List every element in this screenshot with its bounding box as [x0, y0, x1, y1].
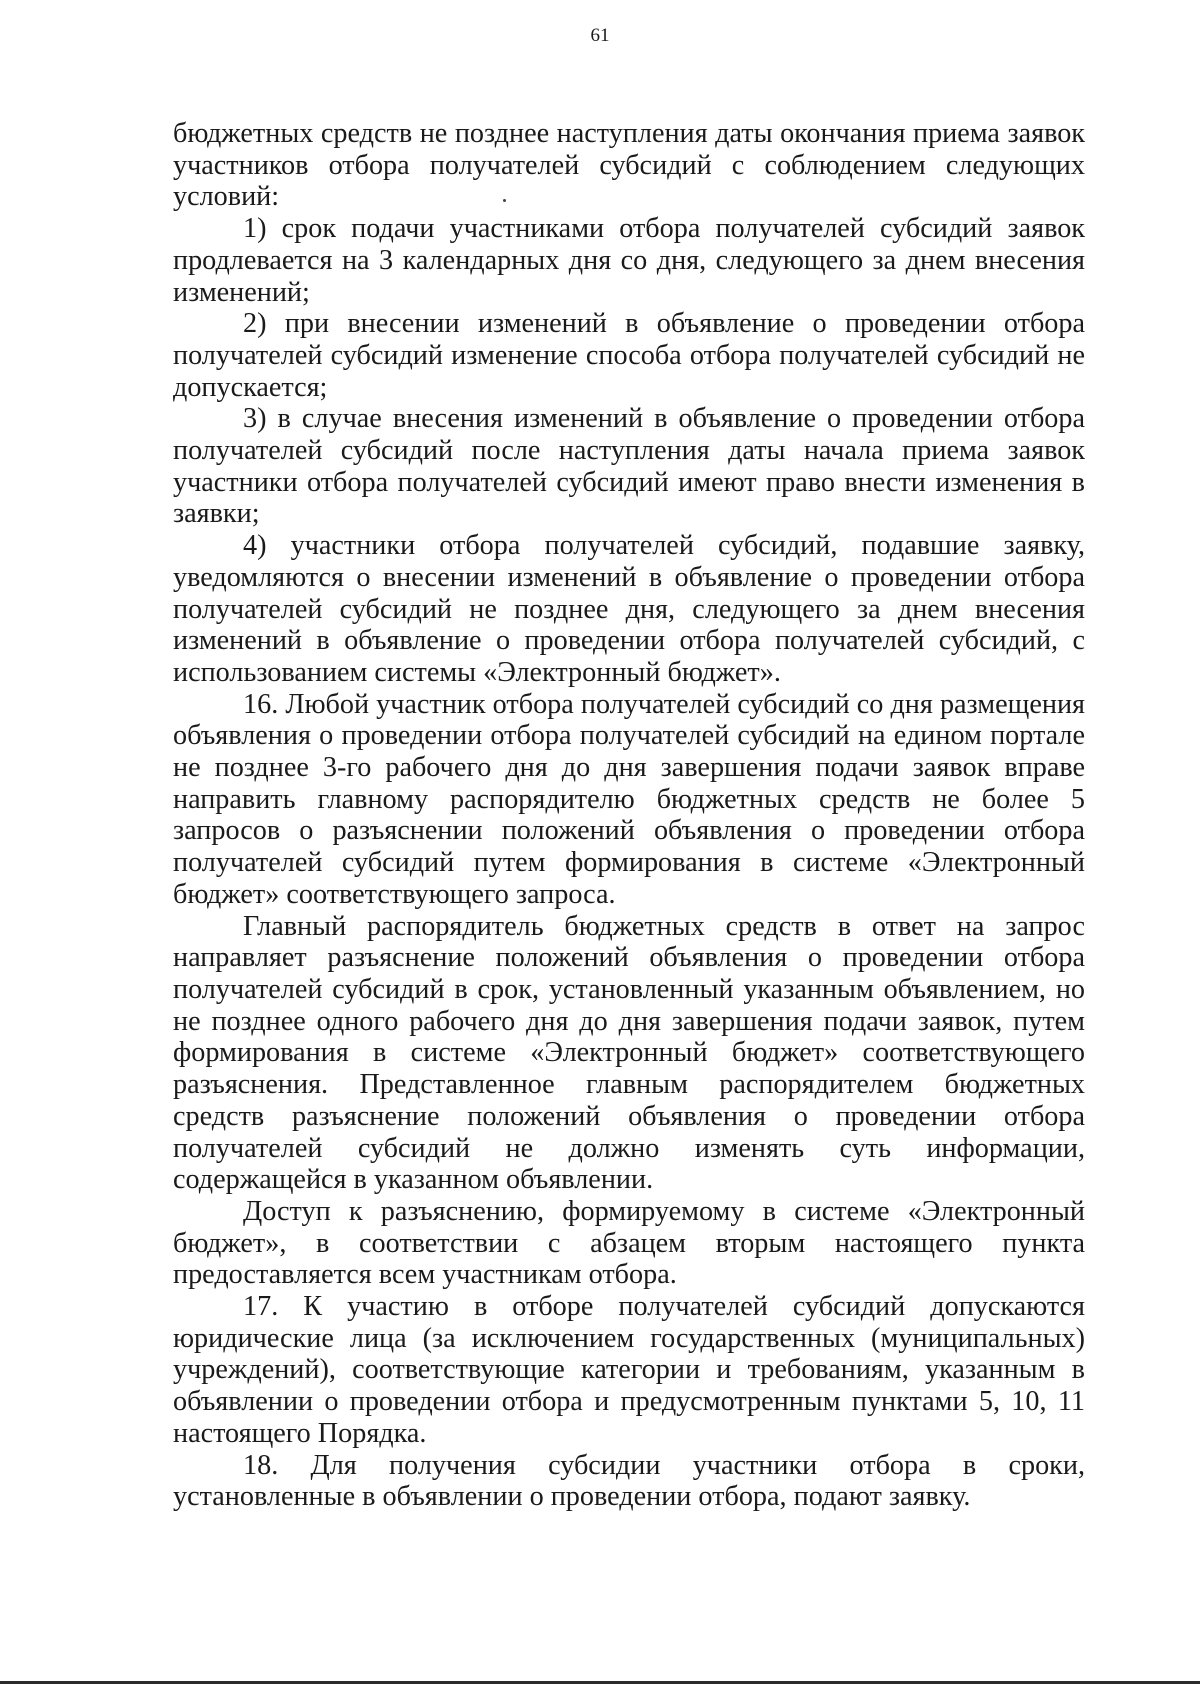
- paragraph-condition-3: 3) в случае внесения изменений в объявление о проведении отбора получателей субсидий после наступления даты начала приема заявок участники отбора получателей субсидий имеют право внести изменения в заявки;: [173, 403, 1085, 530]
- paragraph-clause-18: 18. Для получения субсидии участники отбора в сроки, установленные в объявлении о проведении отбора, подают заявку.: [173, 1449, 1085, 1513]
- paragraph-clause-16: 16. Любой участник отбора получателей субсидий со дня размещения объявления о проведении отбора получателей субсидий на едином портале не позднее 3-го рабочего дня до дня завершения подачи заявок вправе направить главному распорядителю бюджетных средств не более 5 запросов о разъяснении положений объявления о проведении отбора получателей субсидий путем формирования в системе «Электронный бюджет» соответствующего запроса.: [173, 688, 1085, 910]
- scan-bottom-edge: [0, 1681, 1200, 1684]
- paragraph-condition-4: 4) участники отбора получателей субсидий, подавшие заявку, уведомляются о внесении изменений в объявление о проведении отбора получателей субсидий не позднее дня, следующего за днем внесения изменений в объявление о проведении отбора получателей субсидий, с использованием системы «Электронный бюджет».: [173, 530, 1085, 688]
- paragraph-condition-2: 2) при внесении изменений в объявление о проведении отбора получателей субсидий изменение способа отбора получателей субсидий не допускается;: [173, 308, 1085, 403]
- paragraph-clause-16-response: Главный распорядитель бюджетных средств в ответ на запрос направляет разъяснение положений объявления о проведении отбора получателей субсидий в срок, установленный указанным объявлением, но не позднее одного рабочего дня до дня завершения подачи заявок, путем формирования в системе «Электронный бюджет» соответствующего разъяснения. Представленное главным распорядителем бюджетных средств разъяснение положений объявления о проведении отбора получателей субсидий не должно изменять суть информации, содержащейся в указанном объявлении.: [173, 910, 1085, 1196]
- paragraph-continuation: бюджетных средств не позднее наступления даты окончания приема заявок участников отбора получателей субсидий с соблюдением следующих условий:: [173, 118, 1085, 213]
- document-body: [173, 118, 1085, 1513]
- paragraph-condition-1: 1) срок подачи участниками отбора получателей субсидий заявок продлевается на 3 календарных дня со дня, следующего за днем внесения изменений;: [173, 213, 1085, 308]
- page-number: 61: [590, 25, 610, 46]
- paragraph-clause-17: 17. К участию в отборе получателей субсидий допускаются юридические лица (за исключением государственных (муниципальных) учреждений), соответствующие категории и требованиям, указанным в объявлении о проведении отбора и предусмотренным пунктами 5, 10, 11 настоящего Порядка.: [173, 1291, 1085, 1449]
- paragraph-clause-16-access: Доступ к разъяснению, формируемому в системе «Электронный бюджет», в соответствии с абзацем вторым настоящего пункта предоставляется всем участникам отбора.: [173, 1195, 1085, 1291]
